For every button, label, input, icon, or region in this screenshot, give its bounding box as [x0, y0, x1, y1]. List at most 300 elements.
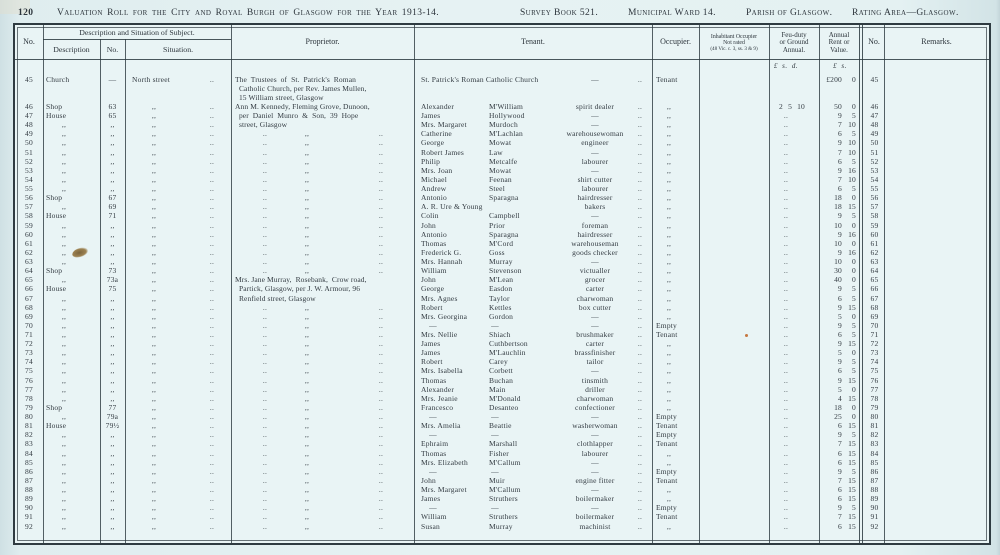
leader-dots: ..	[209, 247, 215, 257]
cell-description: ,,	[61, 439, 67, 449]
cell-proprietor-ditto: ,,	[304, 302, 310, 312]
cell-street-number: ,,	[110, 384, 115, 394]
cell-row-number-left: 84	[25, 448, 33, 458]
leader-dots: ..	[637, 320, 643, 330]
cell-description: ,,	[61, 384, 67, 394]
table-row	[15, 476, 989, 485]
cell-occupier-ditto: ,,	[666, 174, 672, 184]
cell-row-number-right: 58	[870, 211, 879, 221]
cell-rent-pounds: 7	[838, 147, 842, 157]
cell-street-number: 75	[108, 284, 117, 294]
cell-row-number-left: 73	[25, 348, 33, 358]
cell-feu-duty-ditto: ..	[783, 421, 789, 431]
leader-dots: ..	[209, 211, 215, 221]
cell-rent-shillings: 15	[848, 448, 856, 458]
cell-situation-ditto: ,,	[151, 147, 157, 157]
cell-tenant-surname: Carey	[489, 357, 508, 367]
cell-situation-ditto: ,,	[151, 457, 157, 467]
cell-rent-shillings: 5	[852, 129, 856, 139]
leader-dots: ..	[637, 512, 643, 522]
cell-proprietor-ditto: ..	[262, 229, 268, 239]
cell-description: ,,	[61, 457, 67, 467]
cell-rent-shillings: 0	[852, 412, 856, 422]
col-header-no-left: No.	[23, 37, 35, 46]
cell-proprietor-ditto: ..	[262, 457, 268, 467]
cell-occupier: Tenant	[656, 439, 678, 449]
cell-rent-pounds: 5	[838, 311, 842, 321]
cell-description: House	[46, 111, 67, 121]
col-header-occupier: Occupier.	[660, 37, 691, 46]
cell-proprietor-ditto: ,,	[304, 393, 310, 403]
table-row	[15, 494, 989, 503]
leader-dots: ..	[209, 129, 215, 139]
cell-description: ,,	[61, 247, 67, 257]
cell-rent-shillings: 15	[848, 393, 856, 403]
cell-proprietor-ditto: ..	[262, 211, 268, 221]
leader-dots: ..	[209, 494, 215, 504]
table-row	[15, 257, 989, 266]
cell-proprietor-ditto: ,,	[304, 475, 310, 485]
cell-tenant-forename: Thomas	[421, 238, 447, 248]
leader-dots: ..	[637, 120, 643, 130]
leader-dots: ..	[209, 311, 215, 321]
cell-tenant-occupation: grocer	[584, 275, 606, 285]
cell-street-number: ,,	[110, 165, 115, 175]
cell-feu-duty-ditto: ..	[783, 402, 789, 412]
cell-rent-pounds: 9	[838, 211, 842, 221]
leader-dots: ..	[637, 75, 643, 84]
cell-proprietor-ditto: ..	[262, 439, 268, 449]
table-row	[15, 512, 989, 521]
cell-street-number: ,,	[110, 311, 115, 321]
cell-row-number-left: 89	[25, 494, 33, 504]
cell-proprietor-ditto: ..	[262, 156, 268, 166]
cell-tenant-surname: Campbell	[489, 211, 520, 221]
cell-rent-pounds: 10	[834, 220, 842, 230]
cell-occupier-ditto: ,,	[666, 165, 672, 175]
cell-rent-pounds: 6	[838, 521, 842, 531]
cell-tenant-occupation: tinsmith	[581, 375, 609, 385]
table-row	[15, 120, 989, 129]
cell-tenant-forename: Ephraim	[421, 439, 449, 449]
cell-feu-duty-ditto: ..	[783, 366, 789, 376]
cell-occupier: Tenant	[656, 512, 678, 522]
table-row	[15, 421, 989, 430]
leader-dots: ..	[637, 102, 643, 111]
cell-rent-shillings: 15	[848, 457, 856, 467]
table-row	[15, 403, 989, 412]
cell-proprietor-ditto: ..	[262, 512, 268, 522]
cell-description: ,,	[61, 138, 67, 148]
cell-row-number-right: 91	[870, 512, 879, 522]
cell-rent-shillings: 15	[848, 494, 856, 504]
cell-description: ,,	[61, 257, 67, 267]
cell-occupier-ditto: ,,	[666, 257, 672, 267]
cell-occupier: Tenant	[656, 421, 678, 431]
leader-dots: ..	[637, 138, 643, 148]
table-row	[15, 184, 989, 193]
cell-row-number-left: 63	[25, 257, 33, 267]
cell-tenant-forename: William	[421, 266, 447, 276]
cell-situation-ditto: ,,	[151, 439, 157, 449]
cell-row-number-left: 67	[25, 293, 33, 303]
cell-description: ,,	[61, 330, 67, 339]
cell-proprietor-ditto: ..	[378, 220, 384, 230]
leader-dots: ..	[637, 165, 643, 175]
cell-rent-pounds: 9	[838, 503, 842, 513]
cell-feu-duty-ditto: ..	[783, 211, 789, 221]
cell-tenant-surname: Murdoch	[489, 120, 518, 130]
cell-proprietor-ditto: ..	[262, 402, 268, 412]
leader-dots: ..	[637, 430, 643, 440]
col-header-no-right: No.	[868, 37, 880, 46]
leader-dots: ..	[637, 302, 643, 312]
cell-situation-ditto: ,,	[151, 165, 157, 175]
cell-row-number-left: 72	[25, 339, 33, 349]
cell-proprietor-ditto: ..	[378, 485, 384, 495]
cell-tenant-forename: —	[429, 430, 437, 440]
leader-dots: ..	[209, 466, 215, 476]
cell-feu-duty-ditto: ..	[783, 330, 789, 339]
cell-street-number: ,,	[110, 156, 115, 166]
cell-row-number-right: 71	[870, 330, 879, 339]
cell-situation-ditto: ,,	[151, 220, 157, 230]
cell-rent-shillings: 5	[852, 184, 856, 194]
cell-row-number-right: 54	[870, 174, 879, 184]
cell-rent-pounds: 18	[834, 402, 842, 412]
cell-occupier-ditto: ,,	[666, 202, 672, 212]
cell-tenant-forename: Mrs. Nellie	[421, 330, 458, 339]
cell-rent-shillings: 15	[848, 512, 856, 522]
col-header-feu-line3: Annual.	[782, 45, 806, 54]
leader-dots: ..	[637, 412, 643, 422]
cell-street-number: ,,	[110, 503, 115, 513]
leader-dots: ..	[209, 156, 215, 166]
cell-description: ,,	[61, 348, 67, 358]
leader-dots: ..	[209, 257, 215, 267]
cell-proprietor-ditto: ,,	[304, 257, 310, 267]
cell-proprietor-ditto: ..	[378, 393, 384, 403]
cell-proprietor-ditto: ..	[262, 238, 268, 248]
cell-feu-duty-ditto: ..	[783, 475, 789, 485]
cell-proprietor-ditto: ,,	[304, 266, 310, 276]
cell-row-number-left: 88	[25, 485, 33, 495]
cell-description: Shop	[46, 266, 63, 276]
leader-dots: ..	[637, 238, 643, 248]
cell-street-number: ,,	[110, 320, 115, 330]
cell-proprietor-ditto: ..	[262, 330, 268, 339]
cell-street-number: ,,	[110, 494, 115, 504]
cell-tenant-surname: M'Lauchlin	[489, 348, 526, 358]
cell-proprietor-ditto: ,,	[304, 174, 310, 184]
cell-row-number-right: 67	[870, 293, 879, 303]
col-header-annual-rent	[819, 32, 859, 54]
cell-proprietor-ditto: ..	[378, 412, 384, 422]
cell-feu-duty-ditto: ..	[783, 466, 789, 476]
cell-proprietor-ditto: ,,	[304, 211, 310, 221]
cell-tenant-occupation: labourer	[581, 184, 609, 194]
cell-street-number: ,,	[110, 475, 115, 485]
cell-proprietor-ditto: ..	[262, 165, 268, 175]
cell-description: ,,	[61, 165, 67, 175]
page-number: 120	[18, 8, 34, 18]
cell-row-number-right: 52	[870, 156, 879, 166]
cell-row-number-left: 86	[25, 466, 33, 476]
cell-tenant-occupation: machinist	[579, 521, 611, 531]
cell-situation-ditto: ,,	[151, 247, 157, 257]
cell-street-number: ,,	[110, 147, 115, 157]
cell-proprietor-ditto: ,,	[304, 512, 310, 522]
cell-tenant-surname: Struthers	[489, 512, 518, 522]
cell-feu-duty-ditto: ..	[783, 156, 789, 166]
cell-feu-duty-ditto: ..	[783, 147, 789, 157]
ink-speck	[745, 334, 748, 337]
cell-rent-shillings: 10	[848, 120, 856, 130]
cell-occupier: Empty	[656, 320, 677, 330]
cell-tenant-occupation: brassfinisher	[574, 348, 616, 358]
cell-proprietor-ditto: ,,	[304, 448, 310, 458]
cell-situation-ditto: ,,	[151, 211, 157, 221]
cell-street-number: ,,	[110, 220, 115, 230]
leader-dots: ..	[637, 402, 643, 412]
cell-tenant-occupation: charwoman	[576, 293, 614, 303]
cell-occupier-ditto: ,,	[666, 275, 672, 285]
cell-proprietor-ditto: ..	[262, 448, 268, 458]
table-row	[15, 111, 989, 120]
cell-proprietor-ditto: ,,	[304, 494, 310, 504]
col-header-feu-duty	[769, 32, 819, 54]
cell-proprietor-ditto: ..	[378, 238, 384, 248]
cell-description: ,,	[61, 357, 67, 367]
cell-proprietor-ditto: ,,	[304, 439, 310, 449]
cell-situation-ditto: ,,	[151, 293, 157, 303]
leader-dots: ..	[637, 284, 643, 294]
cell-tenant-surname: Fisher	[489, 448, 509, 458]
cell-feu-duty-ditto: ..	[783, 275, 789, 285]
cell-street-number: 69	[108, 202, 117, 212]
cell-tenant-forename: Mrs. Hannah	[421, 257, 463, 267]
table-row	[15, 385, 989, 394]
cell-proprietor-ditto: ,,	[304, 521, 310, 531]
cell-description: ,,	[61, 229, 67, 239]
cell-situation-ditto: ,,	[151, 102, 157, 111]
leader-dots: ..	[637, 503, 643, 513]
cell-rent-shillings: 5	[852, 357, 856, 367]
cell-proprietor-ditto: ..	[262, 375, 268, 385]
table-row	[15, 230, 989, 239]
cell-situation-ditto: ,,	[151, 311, 157, 321]
cell-rent-shillings: 15	[848, 375, 856, 385]
cell-tenant-forename: —	[429, 320, 437, 330]
cell-row-number-left: 92	[25, 521, 33, 531]
col-header-annual-line2: Rent or	[828, 38, 850, 47]
cell-tenant-forename: James	[421, 111, 441, 121]
table-row	[15, 166, 989, 175]
cell-row-number-right: 89	[870, 494, 879, 504]
cell-feu-duty-ditto: ..	[783, 503, 789, 513]
cell-proprietor-ditto: ,,	[304, 156, 310, 166]
cell-description: ,,	[61, 311, 67, 321]
cell-situation-ditto: ,,	[151, 266, 157, 276]
leader-dots: ..	[637, 330, 643, 339]
cell-tenant-forename: Alexander	[421, 384, 455, 394]
cell-rent-shillings: 0	[852, 257, 856, 267]
cell-rent-pounds: 18	[834, 193, 842, 203]
cell-occupier-ditto: ,,	[666, 494, 672, 504]
cell-situation-ditto: ,,	[151, 421, 157, 431]
cell-description: ,,	[61, 485, 67, 495]
table-row	[15, 449, 989, 458]
cell-proprietor-ditto: ..	[262, 494, 268, 504]
leader-dots: ..	[637, 293, 643, 303]
cell-row-number-left: 48	[25, 120, 33, 130]
cell-proprietor-ditto: ..	[262, 503, 268, 513]
cell-rent-shillings: 16	[848, 229, 856, 239]
cell-proprietor-ditto: ..	[378, 302, 384, 312]
cell-row-number-left: 81	[25, 421, 33, 431]
cell-situation-ditto: ,,	[151, 375, 157, 385]
cell-rent-pounds: 6	[838, 494, 842, 504]
cell-tenant-surname: M'William	[489, 102, 524, 111]
cell-tenant-surname: Sparagna	[489, 193, 519, 203]
cell-situation-ditto: ,,	[151, 475, 157, 485]
cell-tenant-occupation: boilermaker	[575, 494, 615, 504]
cell-occupier: Empty	[656, 430, 677, 440]
cell-street-number: ,,	[110, 339, 115, 349]
cell-rent-shillings: 5	[852, 366, 856, 376]
cell-proprietor-ditto: ,,	[304, 193, 310, 203]
cell-situation-ditto: ,,	[151, 184, 157, 194]
cell-situation-ditto: ,,	[151, 111, 157, 121]
cell-occupier-ditto: ,,	[666, 184, 672, 194]
cell-rent-shillings: 0	[852, 75, 856, 84]
cell-tenant-forename: Robert	[421, 357, 443, 367]
cell-description: ,,	[61, 521, 67, 531]
cell-description: ,,	[61, 184, 67, 194]
cell-situation-ditto: ,,	[151, 284, 157, 294]
cell-situation-ditto: ,,	[151, 466, 157, 476]
cell-occupier-ditto: ,,	[666, 220, 672, 230]
cell-tenant-forename: Mrs. Isabella	[421, 366, 463, 376]
cell-proprietor-ditto: ,,	[304, 184, 310, 194]
cell-proprietor-ditto: ..	[262, 384, 268, 394]
cell-row-number-left: 51	[25, 147, 33, 157]
leader-dots: ..	[209, 448, 215, 458]
cell-row-number-right: 55	[870, 184, 879, 194]
cell-street-number: —	[108, 75, 117, 84]
cell-tenant-occupation: —	[591, 320, 599, 330]
leader-dots: ..	[637, 275, 643, 285]
cell-proprietor-ditto: ..	[262, 257, 268, 267]
cell-tenant-surname: M'Donald	[489, 393, 521, 403]
cell-tenant-surname: M'Cord	[489, 238, 514, 248]
leader-dots: ..	[637, 311, 643, 321]
leader-dots: ..	[209, 202, 215, 212]
cell-row-number-right: 92	[870, 521, 879, 531]
cell-rent-shillings: 0	[852, 275, 856, 285]
cell-description: ,,	[61, 120, 67, 130]
cell-tenant-occupation: bakers	[584, 202, 606, 212]
cell-tenant-surname: Stevenson	[489, 266, 522, 276]
cell-feu-duty-ditto: ..	[783, 521, 789, 531]
leader-dots: ..	[209, 485, 215, 495]
cell-rent-pounds: 4	[838, 393, 842, 403]
cell-rent-shillings: 15	[848, 421, 856, 431]
cell-rent-shillings: 5	[852, 466, 856, 476]
cell-tenant-occupation: hairdresser	[577, 193, 613, 203]
cell-tenant-occupation: boilermaker	[575, 512, 615, 522]
cell-rent-pounds: 6	[838, 366, 842, 376]
leader-dots: ..	[637, 485, 643, 495]
cell-proprietor-ditto: ,,	[304, 503, 310, 513]
cell-description: ,,	[61, 302, 67, 312]
cell-proprietor-ditto: ..	[378, 247, 384, 257]
leader-dots: ..	[209, 412, 215, 422]
cell-tenant-surname: Corbett	[489, 366, 513, 376]
cell-street-number: ,,	[110, 357, 115, 367]
cell-row-number-left: 50	[25, 138, 33, 148]
cell-feu-duty-ditto: ..	[783, 229, 789, 239]
table-row	[15, 202, 989, 211]
cell-rent-pounds: £200	[826, 75, 842, 84]
cell-feu-duty-ditto: ..	[783, 494, 789, 504]
cell-street-number: ,,	[110, 330, 115, 339]
cell-rent-shillings: 15	[848, 202, 856, 212]
cell-tenant-forename: Colin	[421, 211, 439, 221]
cell-proprietor-ditto: ..	[262, 184, 268, 194]
cell-proprietor-ditto: ..	[378, 311, 384, 321]
cell-situation-ditto: ,,	[151, 193, 157, 203]
cell-proprietor-ditto: ..	[378, 375, 384, 385]
cell-row-number-right: 80	[870, 412, 879, 422]
cell-rent-pounds: 30	[834, 266, 842, 276]
cell-street-number: ,,	[110, 293, 115, 303]
cell-rent-pounds: 9	[838, 466, 842, 476]
cell-rent-pounds: 9	[838, 165, 842, 175]
cell-row-number-right: 73	[870, 348, 879, 358]
cell-row-number-right: 70	[870, 320, 879, 330]
cell-description: ,,	[61, 412, 67, 422]
cell-tenant-forename: William	[421, 512, 447, 522]
cell-rent-shillings: 5	[852, 430, 856, 440]
cell-proprietor-ditto: ..	[262, 247, 268, 257]
cell-row-number-right: 90	[870, 503, 879, 513]
cell-feu-duty-ditto: ..	[783, 238, 789, 248]
table-row	[15, 138, 989, 147]
cell-row-number-left: 91	[25, 512, 33, 522]
cell-tenant-forename: Michael	[421, 174, 447, 184]
cell-proprietor-ditto: ,,	[304, 485, 310, 495]
cell-tenant-occupation: brushmaker	[576, 330, 614, 339]
cell-rent-shillings: 0	[852, 102, 856, 111]
cell-occupier: Tenant	[656, 475, 678, 485]
table-row	[15, 376, 989, 385]
leader-dots: ..	[637, 266, 643, 276]
cell-tenant-surname: —	[491, 503, 499, 513]
table-row	[15, 503, 989, 512]
cell-tenant-forename: James	[421, 494, 441, 504]
cell-row-number-left: 74	[25, 357, 33, 367]
cell-tenant-occupation: carter	[585, 284, 605, 294]
cell-proprietor-ditto: ..	[378, 138, 384, 148]
cell-tenant-forename: John	[421, 475, 436, 485]
cell-proprietor-ditto: ..	[378, 193, 384, 203]
cell-tenant-surname: Mowat	[489, 138, 512, 148]
cell-feu-duty-ditto: ..	[783, 257, 789, 267]
table-row	[15, 439, 989, 448]
cell-row-number-right: 81	[870, 421, 879, 431]
table-row	[15, 157, 989, 166]
